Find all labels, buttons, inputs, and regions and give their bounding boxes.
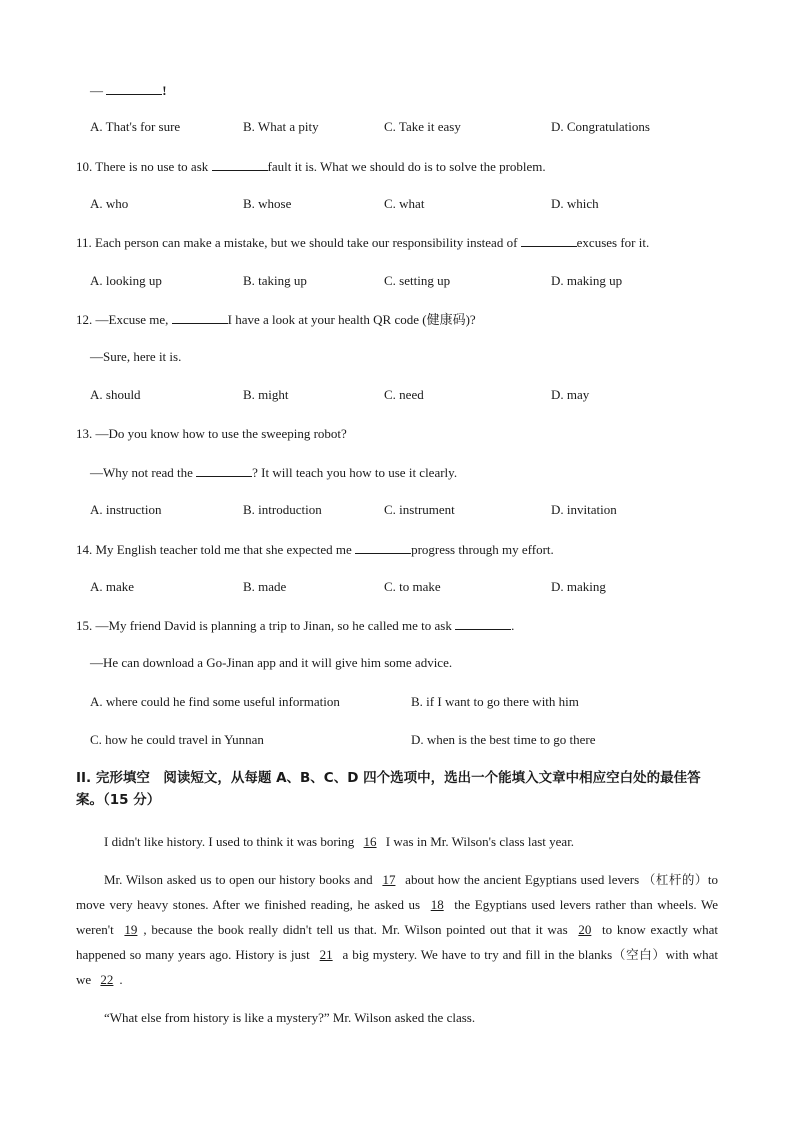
q12-text-pre: 12. —Excuse me, bbox=[76, 312, 172, 327]
blank-17[interactable]: 17 bbox=[382, 872, 396, 887]
passage-text: I was in Mr. Wilson's class last year. bbox=[382, 834, 575, 849]
q14-text-pre: 14. My English teacher told me that she expected me bbox=[76, 542, 356, 557]
passage-text: about how the ancient Egyptians used levers bbox=[401, 872, 640, 887]
blank-16[interactable]: 16 bbox=[363, 834, 377, 849]
q10-option-b[interactable]: B. whose bbox=[243, 196, 292, 211]
passage-text: , because the book really didn't tell us that. Mr. Wilson pointed out that it was bbox=[143, 922, 573, 937]
q9-option-a[interactable]: A. That's for sure bbox=[90, 119, 181, 134]
answer-blank[interactable] bbox=[212, 158, 268, 171]
q11-stem bbox=[76, 234, 649, 251]
blank-20[interactable]: 20 bbox=[578, 922, 592, 937]
q9-stem bbox=[90, 82, 167, 99]
q15-text-post: . bbox=[511, 618, 515, 633]
q13-text-post: ? It will teach you how to use it clearly. bbox=[252, 465, 458, 480]
passage-text: “What else from history is like a mystery?” Mr. Wilson asked the class. bbox=[104, 1010, 476, 1025]
blank-22[interactable]: 22 bbox=[100, 972, 114, 987]
q13-reply bbox=[90, 464, 457, 481]
answer-blank[interactable] bbox=[172, 311, 228, 324]
q15-stem bbox=[76, 617, 514, 634]
blank-21[interactable]: 21 bbox=[319, 947, 333, 962]
q15-text-pre: 15. —My friend David is planning a trip to Jinan, so he called me to ask bbox=[76, 618, 456, 633]
q11-option-b[interactable]: B. taking up bbox=[243, 273, 307, 288]
passage-text: to move very heavy stones. After we finished reading, he asked us bbox=[76, 872, 718, 912]
q9-option-d[interactable]: D. Congratulations bbox=[551, 119, 650, 134]
q12-option-c[interactable]: C. need bbox=[384, 387, 424, 402]
q15-reply: —He can download a Go-Jinan app and it will give him some advice. bbox=[90, 655, 453, 670]
passage-text: the Egyptians used levers rather than wheels. We weren't bbox=[76, 897, 718, 937]
blank-18[interactable]: 18 bbox=[430, 897, 444, 912]
q14-option-d[interactable]: D. making bbox=[551, 579, 606, 594]
q12-option-b[interactable]: B. might bbox=[243, 387, 289, 402]
q11-text-pre: 11. Each person can make a mistake, but we should take our responsibility instead of bbox=[76, 235, 521, 250]
answer-blank[interactable] bbox=[355, 541, 411, 554]
q10-text-pre: 10. There is no use to ask bbox=[76, 159, 212, 174]
q13-stem: 13. —Do you know how to use the sweeping robot? bbox=[76, 426, 347, 441]
q12-reply: —Sure, here it is. bbox=[90, 349, 182, 364]
q12-stem bbox=[76, 311, 476, 328]
passage-text: with what we bbox=[76, 947, 718, 987]
q15-option-d[interactable]: D. when is the best time to go there bbox=[411, 732, 596, 747]
q10-option-d[interactable]: D. which bbox=[551, 196, 599, 211]
q13-text-pre: —Why not read the bbox=[90, 465, 197, 480]
answer-blank[interactable] bbox=[455, 617, 511, 630]
passage-text: a big mystery. We have to try and fill in the blanks bbox=[338, 947, 613, 962]
exclamation: ! bbox=[162, 83, 167, 98]
q14-text-post: progress through my effort. bbox=[411, 542, 554, 557]
q12-option-d[interactable]: D. may bbox=[551, 387, 590, 402]
q15-option-b[interactable]: B. if I want to go there with him bbox=[411, 694, 579, 709]
q14-option-c[interactable]: C. to make bbox=[384, 579, 441, 594]
passage-paragraph-2 bbox=[76, 867, 718, 992]
q14-option-b[interactable]: B. made bbox=[243, 579, 287, 594]
q10-stem bbox=[76, 158, 546, 175]
q11-text-post: excuses for it. bbox=[576, 235, 650, 250]
q13-option-c[interactable]: C. instrument bbox=[384, 502, 455, 517]
q10-option-c[interactable]: C. what bbox=[384, 196, 425, 211]
q12-option-a[interactable]: A. should bbox=[90, 387, 141, 402]
answer-blank[interactable] bbox=[196, 464, 252, 477]
q11-option-a[interactable]: A. looking up bbox=[90, 273, 162, 288]
q11-option-c[interactable]: C. setting up bbox=[384, 273, 451, 288]
passage-text: I didn't like history. I used to think it was boring bbox=[104, 834, 358, 849]
q9-option-b[interactable]: B. What a pity bbox=[243, 119, 319, 134]
passage-gloss: （杠杆的） bbox=[642, 872, 708, 887]
answer-blank[interactable] bbox=[521, 234, 577, 247]
answer-blank[interactable] bbox=[106, 82, 162, 95]
q11-option-d[interactable]: D. making up bbox=[551, 273, 623, 288]
q13-option-b[interactable]: B. introduction bbox=[243, 502, 322, 517]
q13-option-d[interactable]: D. invitation bbox=[551, 502, 617, 517]
q15-option-a[interactable]: A. where could he find some useful information bbox=[90, 694, 340, 709]
q13-option-a[interactable]: A. instruction bbox=[90, 502, 162, 517]
passage-paragraph-1 bbox=[76, 829, 718, 854]
q10-option-a[interactable]: A. who bbox=[90, 196, 129, 211]
q10-text-post: fault it is. What we should do is to solve the problem. bbox=[267, 159, 546, 174]
q15-option-c[interactable]: C. how he could travel in Yunnan bbox=[90, 732, 264, 747]
q14-option-a[interactable]: A. make bbox=[90, 579, 135, 594]
q9-option-c[interactable]: C. Take it easy bbox=[384, 119, 461, 134]
passage-text: . bbox=[119, 972, 123, 987]
blank-19[interactable]: 19 bbox=[124, 922, 138, 937]
q14-stem bbox=[76, 541, 554, 558]
dash: — bbox=[90, 83, 103, 98]
passage-text: Mr. Wilson asked us to open our history books and bbox=[104, 872, 377, 887]
section-title: II. 完形填空 阅读短文，从每题 A、B、C、D 四个选项中，选出一个能填入文章中相应空白处的最佳答案。（15 分） bbox=[76, 770, 701, 808]
passage-text: to know exactly what happened so many years ago. History is just bbox=[76, 922, 718, 962]
q12-text-post: I have a look at your health QR code (健康码)? bbox=[227, 312, 476, 327]
passage-gloss: （空白） bbox=[612, 947, 666, 962]
passage-paragraph-3 bbox=[76, 1005, 718, 1030]
